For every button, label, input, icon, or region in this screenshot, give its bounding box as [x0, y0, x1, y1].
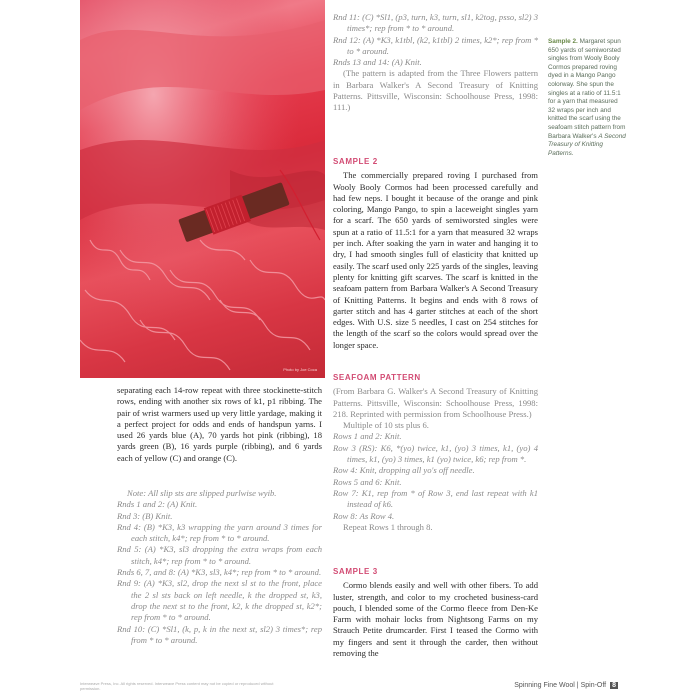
seafoam-row: Row 4: Knit, dropping all yo's off needle.	[333, 465, 475, 476]
seafoam-row: Row 7: K1, rep from * of Row 3, end last repeat with k1 instead of k6.	[333, 487, 538, 510]
pattern-source-note: (The pattern is adapted from the Three Flowers pattern in Barbara Walker's A Second Treasury of Knitting Patterns. Pittsville, Wisconsin: Schoolhouse Press, 1998: 111.)	[333, 68, 538, 113]
article-title: Spinning Fine Wool	[514, 682, 575, 689]
wrist-warmers-body: separating each 14-row repeat with three stockinette-stitch rows, ending with another six rows of k1, p1 ribbing. The pair of wrist warmers used up very little yardage, making it a perfect project for odds and ends of handspun yarns. I used 26 yards blue (A), 70 yards hot pink (ribbing), 18 yards green (B), 16 yards purple (ribbing), and 6 yards each of yellow (C) and orange (C).	[117, 385, 322, 463]
page-number: 8	[612, 682, 616, 689]
sample-2-section	[333, 150, 538, 351]
pattern-row: Rnd 4: (B) *K3, k3 wrapping the yarn around 3 times for each stitch, k4*; rep from * to * around.	[117, 521, 322, 544]
caption-text: Margaret spun 650 yards of semiworsted singles from Wooly Booly Cormos prepared roving dyed in a Mango Pango colorway. She spun the singles at a ratio of 11.5:1 for a yarn that measured 32 wraps per inch and knitted the scarf using the seafoam stitch pattern from Barbara Walker's	[548, 38, 626, 140]
seafoam-section	[333, 366, 538, 533]
page-footer	[514, 682, 618, 689]
wrist-warmers-pattern	[117, 488, 322, 646]
pattern-row: Rnd 11: (C) *Sl1, (p3, turn, k3, turn, sl1, k2tog, psso, sl2) 3 times*; rep from * to * around.	[333, 12, 538, 34]
sample-3-section	[333, 560, 538, 659]
pattern-row: Rnds 13 and 14: (A) Knit.	[333, 57, 422, 68]
seafoam-heading: SEAFOAM PATTERN	[333, 373, 421, 382]
pattern-continuation	[333, 12, 538, 114]
copyright-notice: Interweave Press, Inc. All rights reserved. Interweave Press content may not be copied or reproduced without permission.	[80, 681, 274, 691]
pattern-note: Note: All slip sts are slipped purlwise wyib.	[127, 488, 277, 498]
caption-label: Sample 2.	[548, 38, 578, 45]
sample-2-body: The commercially prepared roving I purchased from Wooly Booly Cormos had been processed carefully and had few neps. I bought it because of the orange and pink coloring, Mango Pango, to spin a laceweight singles yarn for a scarf. The 650 yards of semiworsted singles were spun at a ratio of 11.5:1 for a yarn that measured 32 wraps per inch. After soaking the yarn in water and hanging it to dry, I had smooth singles full of elasticity that knitted up easily. The scarf used only 225 yards of the singles, leaving plenty for knitting gift scarves. The scarf is knitted in the seafoam pattern from Barbara Walker's A Second Treasury of Knitting Patterns. It begins and ends with 8 rows of garter stitch and has 4 garter stitches at each of the short edges. With U.S. size 5 needles, I cast on 254 stitches for the length of the scarf so the colors would spread over the longer space.	[333, 170, 538, 350]
seafoam-row: Row 8: As Row 4.	[333, 510, 395, 521]
seafoam-row: Rows 1 and 2: Knit.	[333, 431, 402, 442]
pattern-row: Rnd 10: (C) *Sl1, (k, p, k in the next st, sl2) 3 times*; rep from * to * around.	[117, 623, 322, 645]
seafoam-row: Multiple of 10 sts plus 6.	[343, 420, 429, 431]
footer-separator: |	[576, 682, 579, 689]
pattern-row: Rnds 6, 7, and 8: (A) *K3, sl3, k4*; rep from * to * around.	[117, 567, 322, 578]
seafoam-row: Rows 5 and 6: Knit.	[333, 476, 402, 487]
pattern-row: Rnd 3: (B) Knit.	[117, 510, 173, 521]
sample-2-heading: SAMPLE 2	[333, 157, 378, 166]
seafoam-source: (From Barbara G. Walker's A Second Treasury of Knitting Patterns. Pittsville, Wisconsin: Schoolhouse Press, 1998: 218. Reprinted with permission from Schoolhouse Press.)	[333, 386, 538, 419]
seafoam-row: Row 3 (RS): K6, *(yo) twice, k1, (yo) 3 times, k1, (yo) 4 times, k1, (yo) 3 times, k1 (yo) twice, k6; rep from *.	[333, 442, 538, 465]
pattern-row: Rnd 5: (A) *K3, sl3 dropping the extra wraps from each stitch, k4*; rep from * to * around.	[117, 544, 322, 566]
sample-3-heading: SAMPLE 3	[333, 567, 378, 576]
pattern-row: Rnd 12: (A) *K3, k1tbl, (k2, k1tbl) 2 times, k2*; rep from * to * around.	[333, 34, 538, 56]
caption-book-title: A Second Treasury of Knitting Patterns.	[548, 132, 626, 157]
pattern-row: Rnd 9: (A) *K3, sl2, drop the next sl st to the front, place the 2 sl sts back on left needle, k the dropped st, k3, drop the next st to the front, k2, k the dropped st, k2*; rep from * to * around.	[117, 578, 322, 623]
seafoam-row: Repeat Rows 1 through 8.	[343, 521, 433, 532]
sample-3-body: Cormo blends easily and well with other fibers. To add luster, strength, and color to my crocheted business-card pouch, I blended some of the Cormo fleece from Den-Ke Farm with mohair locks from Nightsong Farms on my Strauch Petite drumcarder. First I teased the Cormo with my fingers and sent it through the carder, then without removing the	[333, 580, 538, 659]
pattern-row: Rnds 1 and 2: (A) Knit.	[117, 499, 198, 510]
magazine-name: Spin-Off	[580, 682, 607, 689]
scarf-illustration	[80, 0, 325, 378]
scarf-photo	[80, 0, 325, 378]
photo-credit: Photo by Joe Coca	[283, 367, 317, 372]
sample-2-caption	[548, 38, 626, 158]
wrist-warmers-text	[117, 385, 322, 464]
